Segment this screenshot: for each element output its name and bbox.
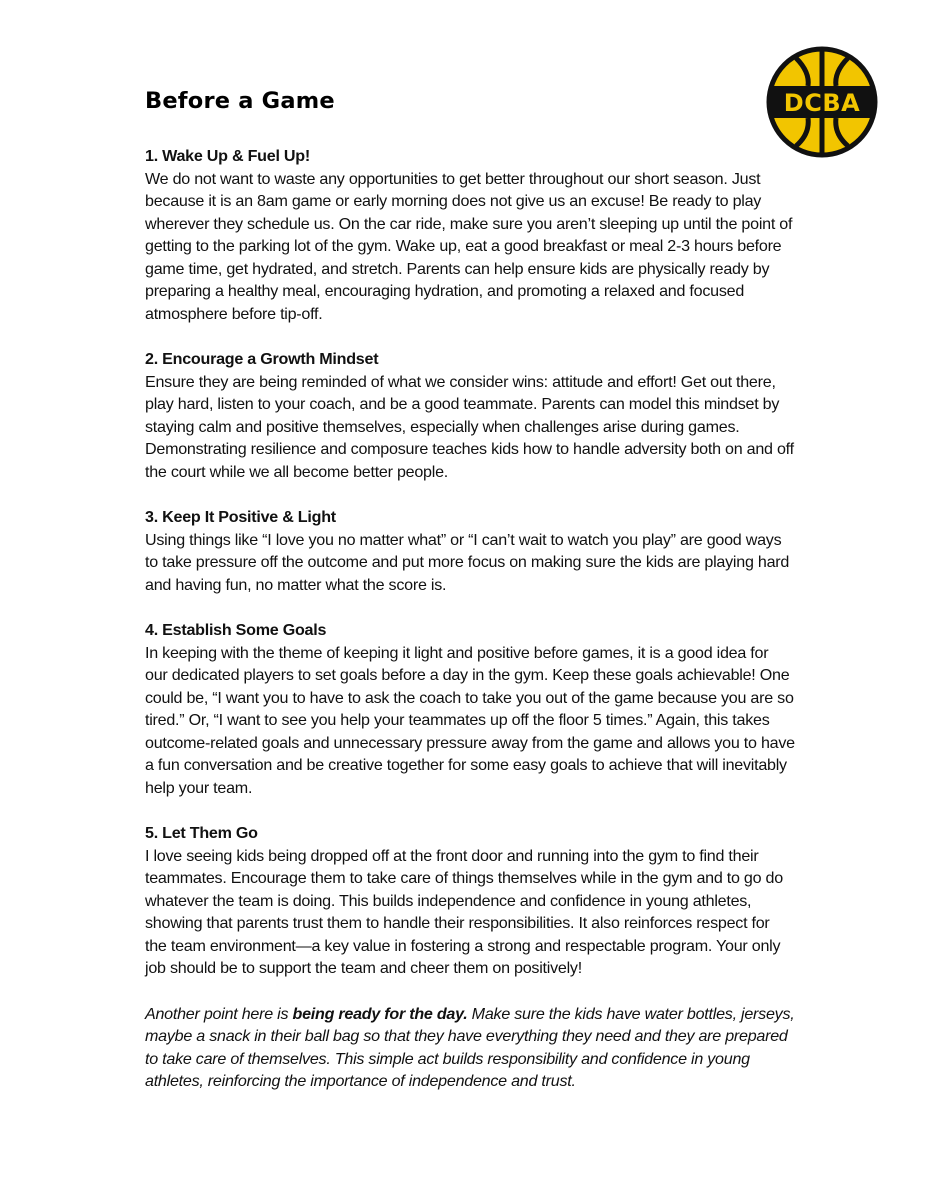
page-title: Before a Game [145, 88, 335, 114]
main-content [145, 145, 795, 1093]
section-body: In keeping with the theme of keeping it light and positive before games, it is a good idea for our dedicated players to set goals before a day in the gym. Keep these goals achievable! One could be, “I want you to have to ask the coach to take you out of the game because you are so tired.” Or, “I want to see you help your teammates up off the floor 5 times.” Again, this takes outcome-related goals and unnecessary pressure away from the game and allows you to have a fun conversation and be creative together for some easy goals to achieve that will inevitably help your team. [145, 643, 795, 797]
section-establish-goals [145, 619, 795, 799]
closing-paragraph [145, 1003, 795, 1093]
closing-intro: Another point here is [145, 1004, 293, 1023]
section-keep-positive [145, 506, 795, 596]
section-heading: 5. Let Them Go [145, 824, 258, 842]
section-let-them-go [145, 822, 795, 980]
section-heading: 4. Establish Some Goals [145, 621, 327, 639]
section-heading: 1. Wake Up & Fuel Up! [145, 147, 310, 165]
section-body: I love seeing kids being dropped off at the front door and running into the gym to find their teammates. Encourage them to take care of things themselves while in the gym and to go do whatever the team is doing. This builds independence and confidence in young athletes, showing that parents trust them to handle their responsibilities. It also reinforces respect for the team environment—a key value in fostering a strong and respectable program. Your only job should be to support the team and cheer them on positively! [145, 846, 783, 977]
section-heading: 2. Encourage a Growth Mindset [145, 350, 379, 368]
dcba-logo [766, 46, 878, 158]
section-growth-mindset [145, 348, 795, 483]
section-body: Ensure they are being reminded of what we consider wins: attitude and effort! Get out there, play hard, listen to your coach, and be a good teammate. Parents can model this mindset by staying calm and positive themselves, especially when challenges arise during games. Demonstrating resilience and composure teaches kids how to handle adversity both on and off the court while we all become better people. [145, 372, 794, 481]
closing-rest: Make sure the kids have water bottles, jerseys, maybe a snack in their ball bag so that they have everything they need and they are prepared to take care of themselves. This simple act builds responsibility and confidence in young athletes, reinforcing the importance of independence and trust. [145, 1004, 795, 1090]
logo-wordmark: DCBA [783, 89, 861, 117]
section-body: We do not want to waste any opportunities to get better throughout our short season. Just because it is an 8am game or early morning does not give us an excuse! Be ready to play wherever they schedule us. On the car ride, make sure you aren’t sleeping up until the point of getting to the parking lot of the gym. Wake up, eat a good breakfast or meal 2-3 hours before game time, get hydrated, and stretch. Parents can help ensure kids are physically ready by preparing a healthy meal, encouraging hydration, and promoting a relaxed and focused atmosphere before tip-off. [145, 169, 793, 323]
closing-emphasis: being ready for the day. [292, 1004, 468, 1023]
section-wake-up [145, 145, 795, 325]
section-heading: 3. Keep It Positive & Light [145, 508, 336, 526]
section-body: Using things like “I love you no matter what” or “I can’t wait to watch you play” are good ways to take pressure off the outcome and put more focus on making sure the kids are playing hard and having fun, no matter what the score is. [145, 530, 790, 594]
